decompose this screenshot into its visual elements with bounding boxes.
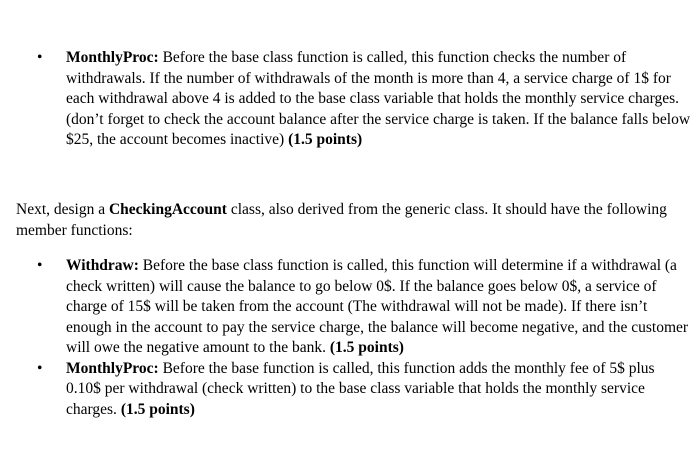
bullet-points: (1.5 points): [120, 400, 195, 418]
intro-class-name: CheckingAccount: [108, 201, 227, 218]
bullet-term: MonthlyProc:: [66, 49, 159, 66]
checking-bullet-list: [0, 256, 700, 420]
bullet-term: Withdraw:: [66, 257, 139, 274]
bullet-marker: •: [37, 257, 43, 274]
bullet-body: Before the base function is called, this function adds the monthly fee of 5$ plus 0.10$ per withdrawal (check written) to the base class variable that holds the monthly service charges.: [66, 359, 655, 418]
savings-bullet-list: [0, 48, 700, 151]
intro-text-after: class, also derived from the generic class. It should have the following member functions:: [16, 201, 667, 239]
intro-text-before: Next, design a: [16, 201, 109, 218]
bullet-body: Before the base class function is called, this function checks the number of withdrawals. If the number of withdrawals of the month is more than 4, a service charge of 1$ for each withdrawal above 4 is added to the base class variable that holds the monthly service charges. (don’t forget to check the account balance after the service charge is taken. If the balance falls below $25, the account becomes inactive): [66, 49, 691, 148]
bullet-withdraw: [0, 256, 700, 359]
bullet-points: (1.5 points): [288, 131, 363, 148]
bullet-term: MonthlyProc:: [66, 359, 159, 377]
bullet-monthlyproc-savings: [0, 48, 700, 151]
bullet-points: (1.5 points): [329, 339, 404, 356]
bullet-body: Before the base class function is called, this function will determine if a withdrawal (a check written) will cause the balance to go below 0$. If the balance goes below 0$, a service of charge of 15$ will be taken from the account (The withdrawal will not be made). If there isn’t enough in the account to pay the service charge, the balance will become negative, and the customer will owe the negative amount to the bank.: [66, 257, 689, 356]
checking-intro-paragraph: [16, 200, 692, 241]
bullet-marker: •: [37, 359, 43, 377]
bullet-monthlyproc-checking: [0, 359, 700, 421]
bullet-marker: •: [37, 49, 43, 66]
